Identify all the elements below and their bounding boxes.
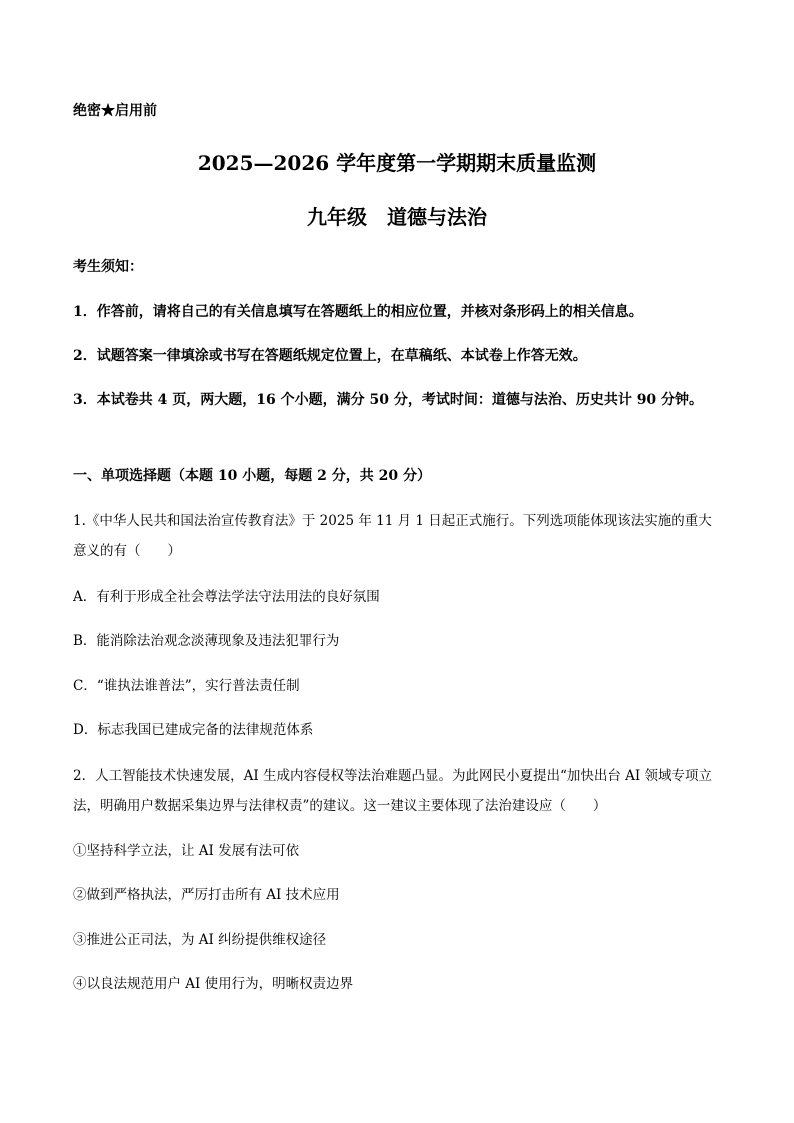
question-1-option-a: A．有利于形成全社会尊法学法守法用法的良好氛围: [73, 589, 380, 605]
notice-item-1: 1．作答前，请将自己的有关信息填写在答题纸上的相应位置，并核对条形码上的相关信息。: [73, 304, 643, 320]
section-heading: 一、单项选择题（本题 10 小题，每题 2 分，共 20 分）: [73, 468, 431, 484]
question-2-statement-2: ②做到严格执法，严厉打击所有 AI 技术应用: [73, 887, 340, 903]
question-2-stem: 2．人工智能技术快速发展，AI 生成内容侵权等法治难题凸显。为此网民小夏提出“加快出台 AI 领域专项立法，明确用户数据采集边界与法律权责”的建议。这一建议主要体现了法治建设应（ ）: [73, 768, 713, 814]
exam-title: 2025—2026 学年度第一学期期末质量监测: [197, 151, 597, 175]
question-2-statement-3: ③推进公正司法，为 AI 纠纷提供维权途径: [73, 932, 327, 948]
notice-item-3: 3．本试卷共 4 页，两大题，16 个小题，满分 50 分，考试时间：道德与法治、历史共计 90 分钟。: [73, 392, 704, 408]
question-1-option-c: C．“谁执法谁普法”，实行普法责任制: [73, 678, 300, 694]
question-1-option-d: D．标志我国已建成完备的法律规范体系: [73, 722, 314, 738]
notice-heading: 考生须知：: [73, 259, 143, 275]
secret-mark: 绝密★启用前: [73, 103, 157, 119]
notice-item-2: 2．试题答案一律填涂或书写在答题纸规定位置上，在草稿纸、本试卷上作答无效。: [73, 348, 587, 364]
question-1-stem: 1.《中华人民共和国法治宣传教育法》于 2025 年 11 月 1 日起正式施行。下列选项能体现该法实施的重大意义的有（ ）: [73, 513, 712, 559]
question-2-statement-1: ①坚持科学立法，让 AI 发展有法可依: [73, 843, 300, 859]
question-1-option-b: B．能消除法治观念淡薄现象及违法犯罪行为: [73, 633, 340, 649]
question-2-statement-4: ④以良法规范用户 AI 使用行为，明晰权责边界: [73, 976, 354, 992]
exam-subtitle: 九年级 道德与法治: [307, 205, 487, 229]
